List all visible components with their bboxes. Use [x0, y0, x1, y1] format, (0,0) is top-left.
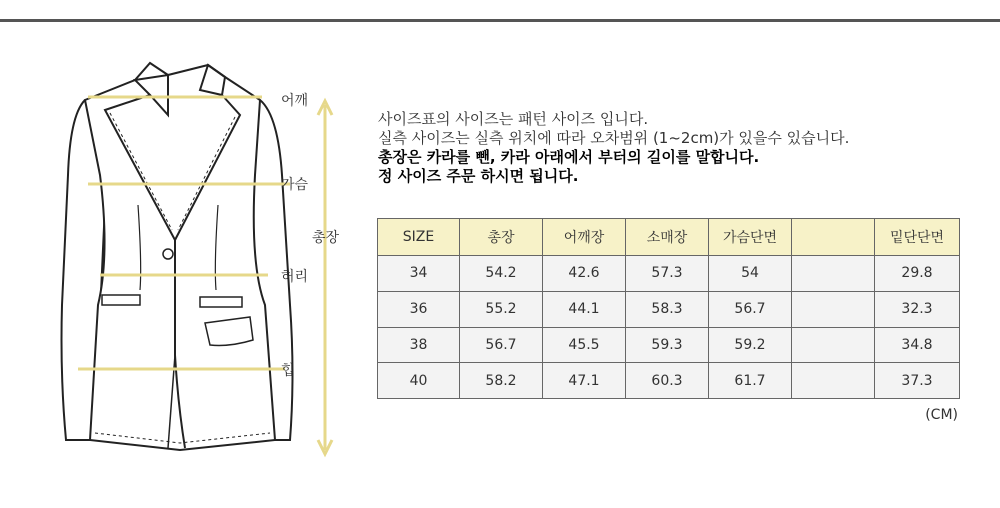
table-cell: 44.1	[543, 291, 626, 327]
note-line: 총장은 카라를 뺀, 카라 아래에서 부터의 길이를 말합니다.	[378, 148, 760, 166]
shoulder-label: 어깨	[281, 93, 309, 109]
table-cell	[792, 363, 875, 399]
unit-label: (CM)	[925, 407, 958, 423]
header-cell: SIZE	[378, 219, 460, 256]
table-cell: 34.8	[875, 327, 960, 363]
table-cell: 34	[378, 256, 460, 292]
note-line: 실측 사이즈는 실측 위치에 따라 오차범위 (1~2cm)가 있을수 있습니다.	[378, 129, 850, 147]
table-cell: 61.7	[709, 363, 792, 399]
table-cell: 55.2	[460, 291, 543, 327]
table-header-row	[378, 219, 960, 256]
chest-label: 가슴	[281, 177, 309, 193]
header-cell: 가슴단면	[709, 219, 792, 256]
header-cell: 밑단단면	[875, 219, 960, 256]
table-cell: 42.6	[543, 256, 626, 292]
note-line: 사이즈표의 사이즈는 패턴 사이즈 입니다.	[378, 110, 649, 128]
table-cell: 54.2	[460, 256, 543, 292]
top-divider	[0, 19, 1000, 22]
length-label: 총장	[312, 230, 340, 246]
jacket-illustration	[50, 55, 350, 465]
table-cell: 54	[709, 256, 792, 292]
hip-label: 힙	[281, 363, 295, 379]
table-row	[378, 256, 960, 292]
table-row	[378, 327, 960, 363]
table-row	[378, 363, 960, 399]
table-cell: 57.3	[626, 256, 709, 292]
table-cell: 36	[378, 291, 460, 327]
note-line: 정 사이즈 주문 하시면 됩니다.	[378, 167, 579, 185]
header-cell: 어깨장	[543, 219, 626, 256]
table-cell	[792, 327, 875, 363]
table-cell: 59.3	[626, 327, 709, 363]
table-cell	[792, 291, 875, 327]
table-cell: 47.1	[543, 363, 626, 399]
header-cell	[792, 219, 875, 256]
size-table	[377, 218, 960, 399]
table-cell: 58.3	[626, 291, 709, 327]
table-cell	[792, 256, 875, 292]
table-cell: 38	[378, 327, 460, 363]
table-cell: 37.3	[875, 363, 960, 399]
table-cell: 58.2	[460, 363, 543, 399]
table-cell: 40	[378, 363, 460, 399]
header-cell: 총장	[460, 219, 543, 256]
table-row	[378, 291, 960, 327]
table-cell: 45.5	[543, 327, 626, 363]
waist-label: 허리	[281, 269, 309, 285]
table-cell: 56.7	[460, 327, 543, 363]
table-cell: 59.2	[709, 327, 792, 363]
size-notes	[378, 110, 849, 186]
table-cell: 32.3	[875, 291, 960, 327]
header-cell: 소매장	[626, 219, 709, 256]
table-cell: 56.7	[709, 291, 792, 327]
table-cell: 29.8	[875, 256, 960, 292]
table-cell: 60.3	[626, 363, 709, 399]
